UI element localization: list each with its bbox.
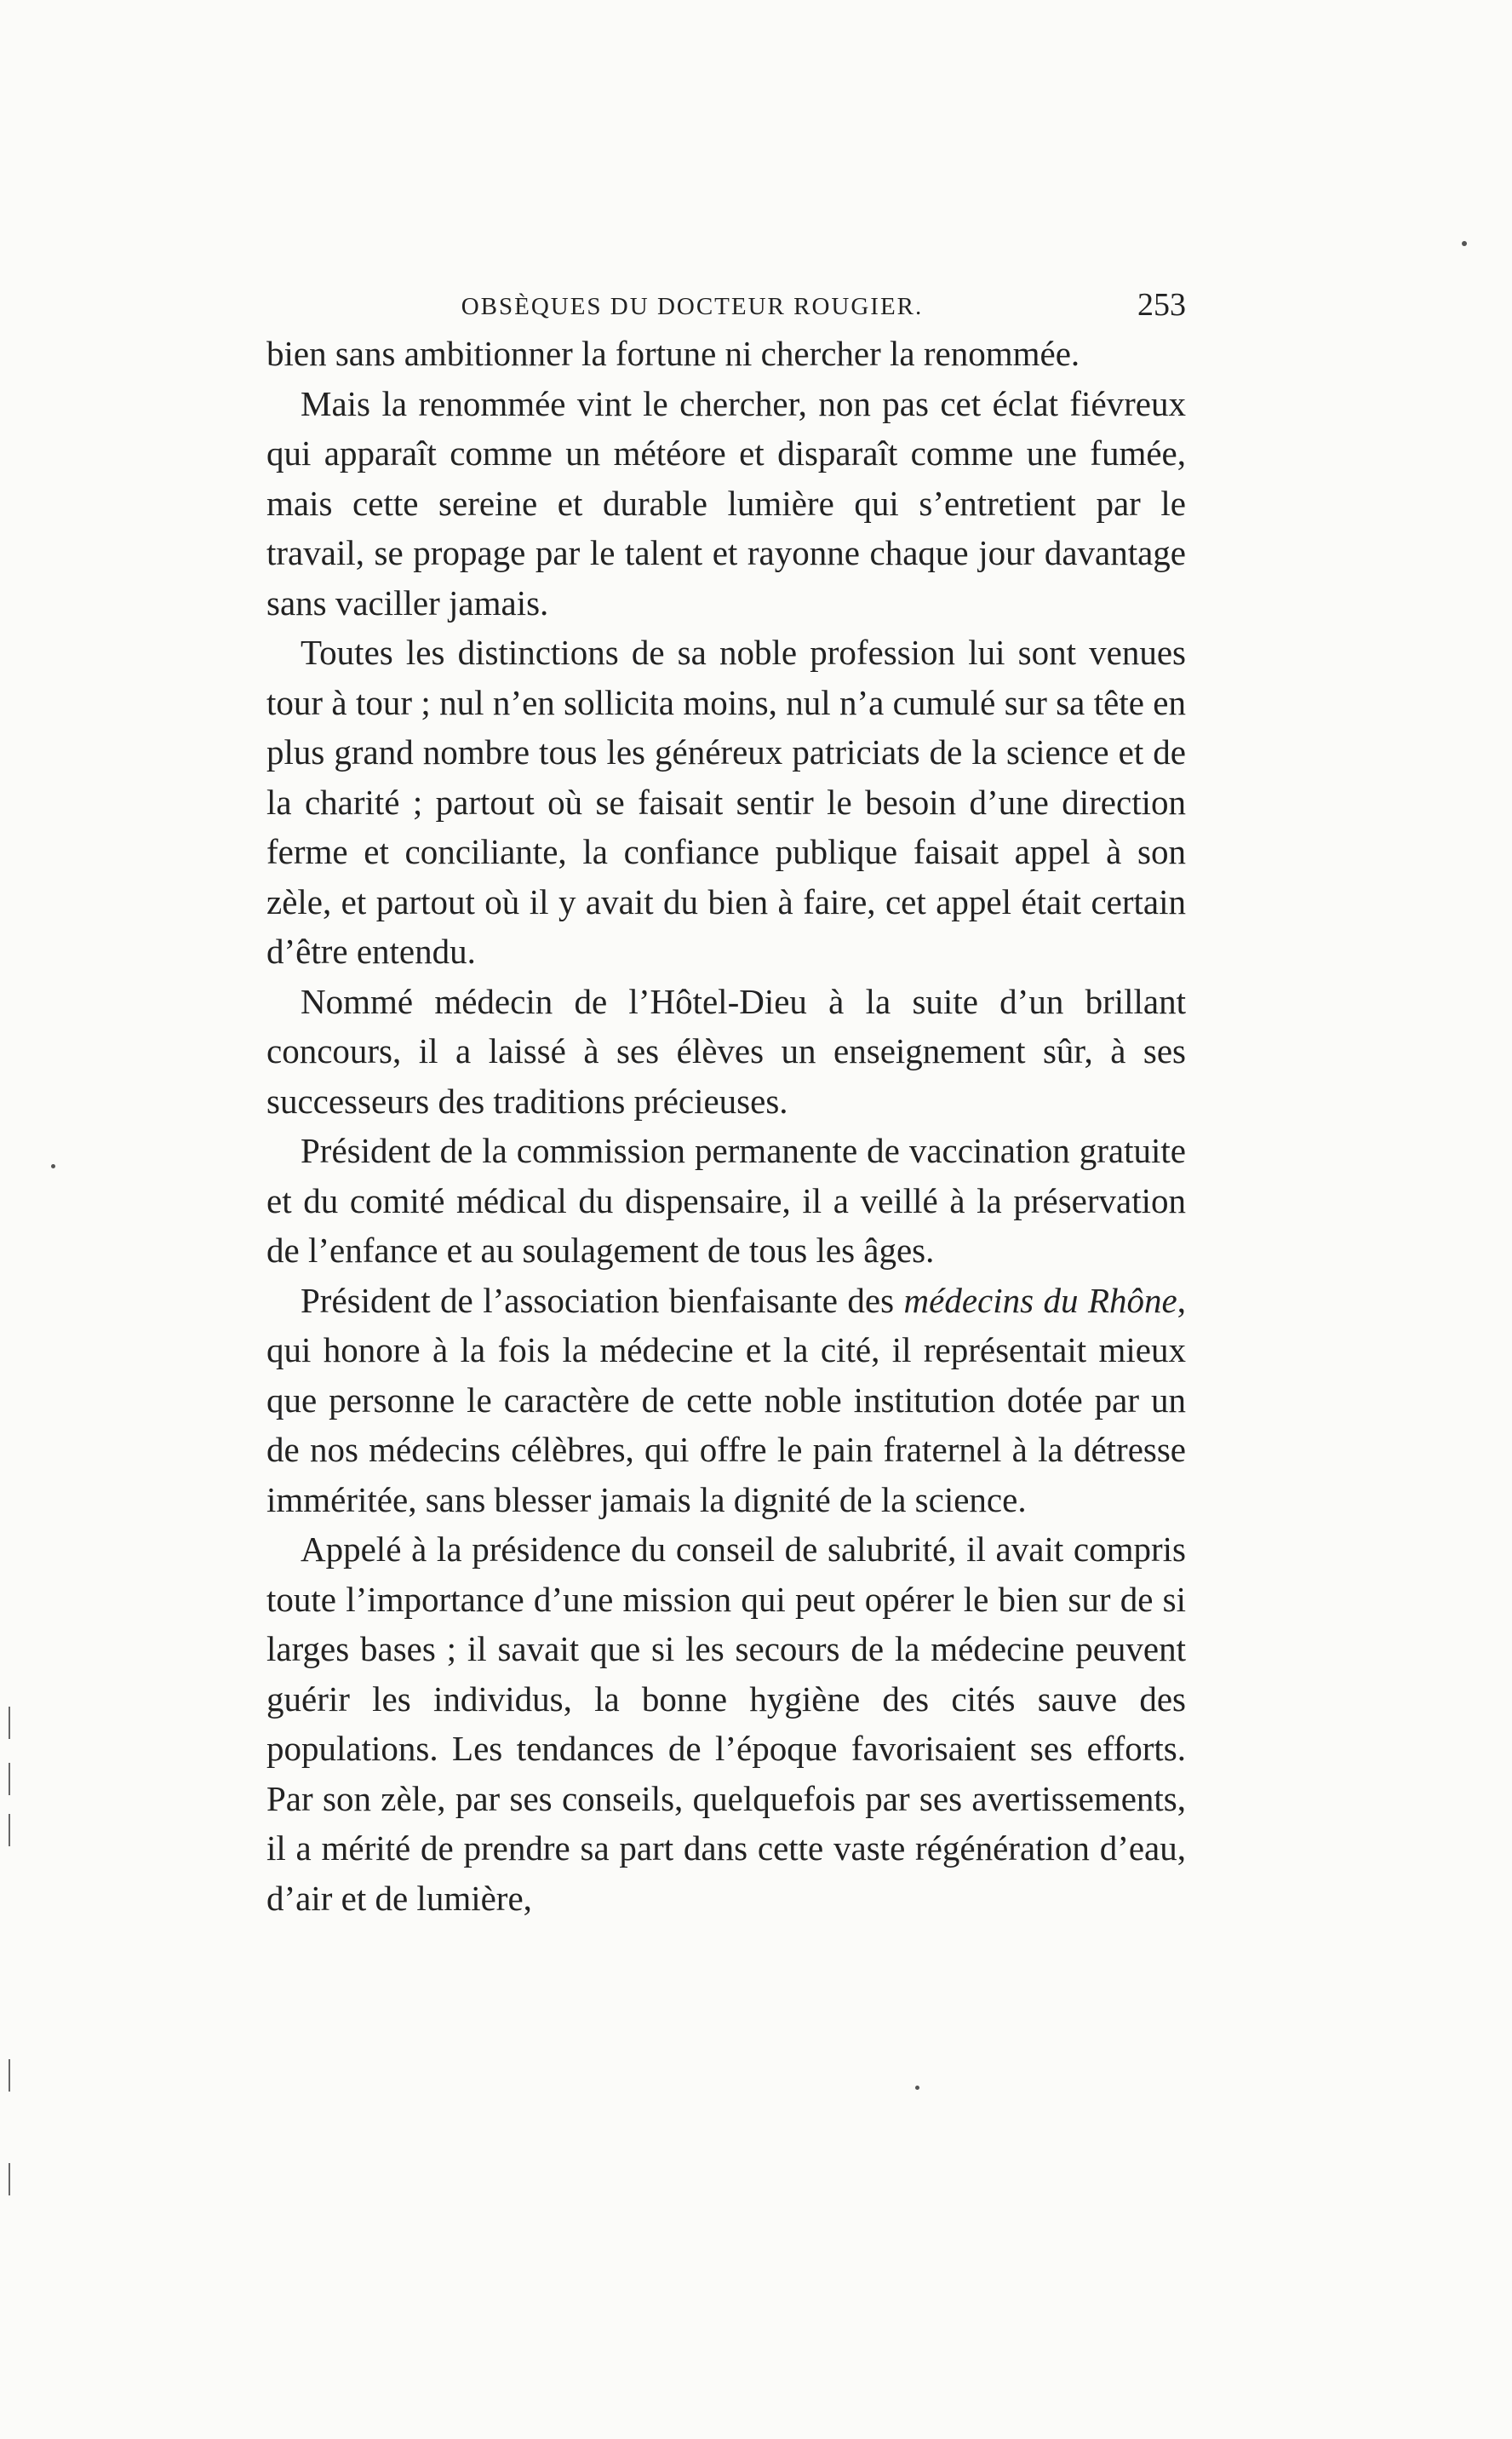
- scan-margin-mark: [9, 2163, 10, 2195]
- paragraph: Nommé médecin de l’Hôtel-Dieu à la suite d’un brillant concours, il a laissé à ses élèves un enseignement sûr, à ses successeurs des traditions précieuses.: [266, 981, 1186, 1121]
- scan-speck: [1462, 241, 1467, 246]
- scan-margin-mark: [9, 2059, 10, 2092]
- paragraph: Appelé à la présidence du conseil de salubrité, il avait compris toute l’importance d’une mission qui peut opérer le bien sur de si larges bases ; il savait que si les secours de la médecine peuvent guérir les individus, la bonne hygiène des cités sauve des populations. Les tendances de l’époque favorisaient ses efforts. Par son zèle, par ses conseils, quelquefois par ses avertissements, il a mérité de prendre sa part dans cette vaste régénération d’eau, d’air et de lumière,: [266, 1529, 1186, 1918]
- body-text: [266, 329, 1186, 1923]
- page-header: [266, 286, 1186, 329]
- paragraph: Toutes les distinctions de sa noble profession lui sont venues tour à tour ; nul n’en sollicita moins, nul n’a cumulé sur sa tête en plus grand nombre tous les généreux patriciats de la science et de la charité ; partout où se faisait sentir le besoin d’une direction ferme et conciliante, la confiance publique faisait appel à son zèle, et partout où il y avait du bien à faire, cet appel était certain d’être entendu.: [266, 633, 1186, 971]
- scan-speck: [915, 2086, 919, 2090]
- italic-association-name: médecins du Rhône: [903, 1280, 1177, 1320]
- page-number: 253: [1137, 287, 1186, 323]
- scan-margin-mark: [9, 1814, 10, 1846]
- paragraph-text: , qui honore à la fois la médecine et la cité, il représentait mieux que personne le caractère de cette noble institution dotée par un de nos médecins célèbres, qui offre le pain fraternel à la détresse imméritée, sans blesser jamais la dignité de la science.: [266, 1280, 1186, 1519]
- paragraph-text: Président de l’association bienfaisante des: [301, 1280, 904, 1320]
- scan-margin-mark: [9, 1763, 10, 1795]
- scan-speck: [51, 1164, 55, 1168]
- scan-margin-mark: [9, 1707, 10, 1739]
- paragraph: Président de la commission permanente de vaccination gratuite et du comité médical du dispensaire, il a veillé à la préservation de l’enfance et au soulagement de tous les âges.: [266, 1131, 1186, 1270]
- paragraph-continuation: bien sans ambitionner la fortune ni chercher la renommée.: [266, 334, 1080, 373]
- paragraph: [266, 1276, 1186, 1525]
- paragraph: Mais la renommée vint le chercher, non pas cet éclat fiévreux qui apparaît comme un météore et disparaît comme une fumée, mais cette sereine et durable lumière qui s’entretient par le travail, se propage par le talent et rayonne chaque jour davantage sans vaciller jamais.: [266, 383, 1186, 623]
- running-title: OBSÈQUES DU DOCTEUR ROUGIER.: [461, 293, 924, 320]
